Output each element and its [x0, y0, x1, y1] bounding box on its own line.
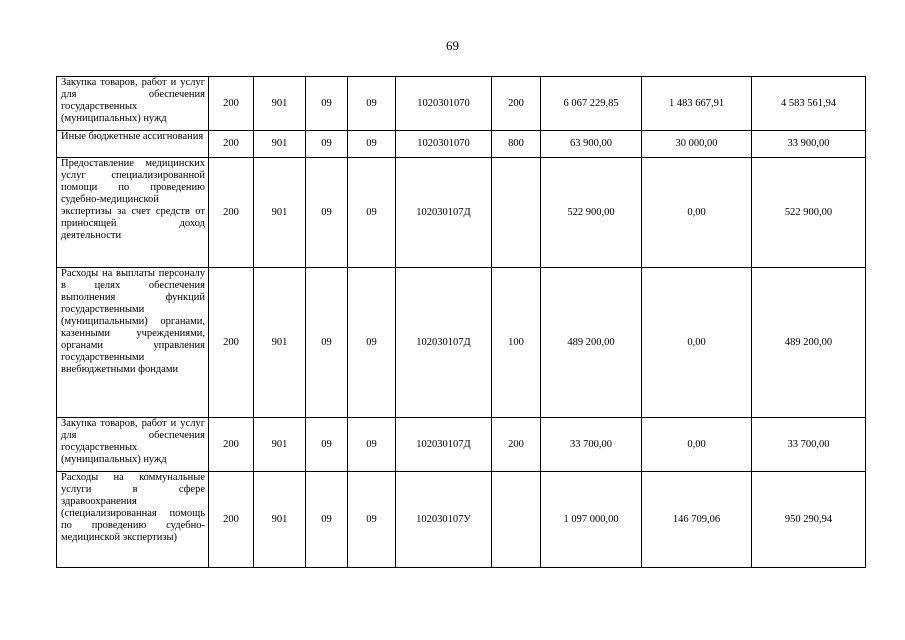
- pr-cell: 09: [348, 472, 396, 568]
- sum3-cell: 33 700,00: [752, 418, 866, 472]
- vr-cell: 100: [492, 268, 541, 418]
- pr-cell: 09: [348, 268, 396, 418]
- sum2-cell: 0,00: [642, 418, 752, 472]
- row-name-cell: Предоставление медицинских услуг специализированной помощи по проведению судебно-медицинской экспертизы за счет средств от приносящей доход деятельности: [57, 158, 209, 268]
- sum3-cell: 950 290,94: [752, 472, 866, 568]
- ved-cell: 901: [254, 268, 306, 418]
- table-row: [57, 77, 866, 131]
- vr-cell: 800: [492, 131, 541, 158]
- vr-cell: [492, 158, 541, 268]
- table-row: [57, 268, 866, 418]
- sum2-cell: 0,00: [642, 158, 752, 268]
- sum3-cell: 33 900,00: [752, 131, 866, 158]
- gr-cell: 200: [209, 158, 254, 268]
- sum3-cell: 489 200,00: [752, 268, 866, 418]
- ved-cell: 901: [254, 158, 306, 268]
- gr-cell: 200: [209, 418, 254, 472]
- table-row: [57, 131, 866, 158]
- rz-cell: 09: [306, 77, 348, 131]
- csr-cell: 102030107Д: [396, 158, 492, 268]
- sum1-cell: 522 900,00: [541, 158, 642, 268]
- sum2-cell: 146 709,06: [642, 472, 752, 568]
- budget-table: [56, 76, 866, 568]
- sum1-cell: 489 200,00: [541, 268, 642, 418]
- rz-cell: 09: [306, 418, 348, 472]
- ved-cell: 901: [254, 131, 306, 158]
- sum2-cell: 1 483 667,91: [642, 77, 752, 131]
- row-name-cell: Закупка товаров, работ и услуг для обеспечения государственных (муниципальных) нужд: [57, 77, 209, 131]
- gr-cell: 200: [209, 77, 254, 131]
- table-row: [57, 158, 866, 268]
- pr-cell: 09: [348, 418, 396, 472]
- sum3-cell: 522 900,00: [752, 158, 866, 268]
- csr-cell: 102030107Д: [396, 418, 492, 472]
- pr-cell: 09: [348, 131, 396, 158]
- pr-cell: 09: [348, 158, 396, 268]
- table-row: [57, 472, 866, 568]
- csr-cell: 1020301070: [396, 77, 492, 131]
- row-name-cell: Расходы на выплаты персоналу в целях обеспечения выполнения функций государственными (муниципальными) органами, казенными учреждениями, органами управления государственными внебюджетными фондами: [57, 268, 209, 418]
- page-number: 69: [446, 38, 459, 53]
- csr-cell: 102030107У: [396, 472, 492, 568]
- row-name-cell: Расходы на коммунальные услуги в сфере здравоохранения (специализированная помощь по проведению судебно-медицинской экспертизы): [57, 472, 209, 568]
- rz-cell: 09: [306, 472, 348, 568]
- rz-cell: 09: [306, 268, 348, 418]
- pr-cell: 09: [348, 77, 396, 131]
- ved-cell: 901: [254, 77, 306, 131]
- csr-cell: 1020301070: [396, 131, 492, 158]
- sum2-cell: 0,00: [642, 268, 752, 418]
- sum1-cell: 33 700,00: [541, 418, 642, 472]
- ved-cell: 901: [254, 418, 306, 472]
- vr-cell: [492, 472, 541, 568]
- sum1-cell: 63 900,00: [541, 131, 642, 158]
- sum1-cell: 1 097 000,00: [541, 472, 642, 568]
- row-name-cell: Иные бюджетные ассигнования: [57, 131, 209, 158]
- sum1-cell: 6 067 229,85: [541, 77, 642, 131]
- gr-cell: 200: [209, 472, 254, 568]
- csr-cell: 102030107Д: [396, 268, 492, 418]
- row-name-cell: Закупка товаров, работ и услуг для обеспечения государственных (муниципальных) нужд: [57, 418, 209, 472]
- rz-cell: 09: [306, 158, 348, 268]
- vr-cell: 200: [492, 418, 541, 472]
- sum2-cell: 30 000,00: [642, 131, 752, 158]
- sum3-cell: 4 583 561,94: [752, 77, 866, 131]
- gr-cell: 200: [209, 268, 254, 418]
- ved-cell: 901: [254, 472, 306, 568]
- vr-cell: 200: [492, 77, 541, 131]
- rz-cell: 09: [306, 131, 348, 158]
- table-row: [57, 418, 866, 472]
- gr-cell: 200: [209, 131, 254, 158]
